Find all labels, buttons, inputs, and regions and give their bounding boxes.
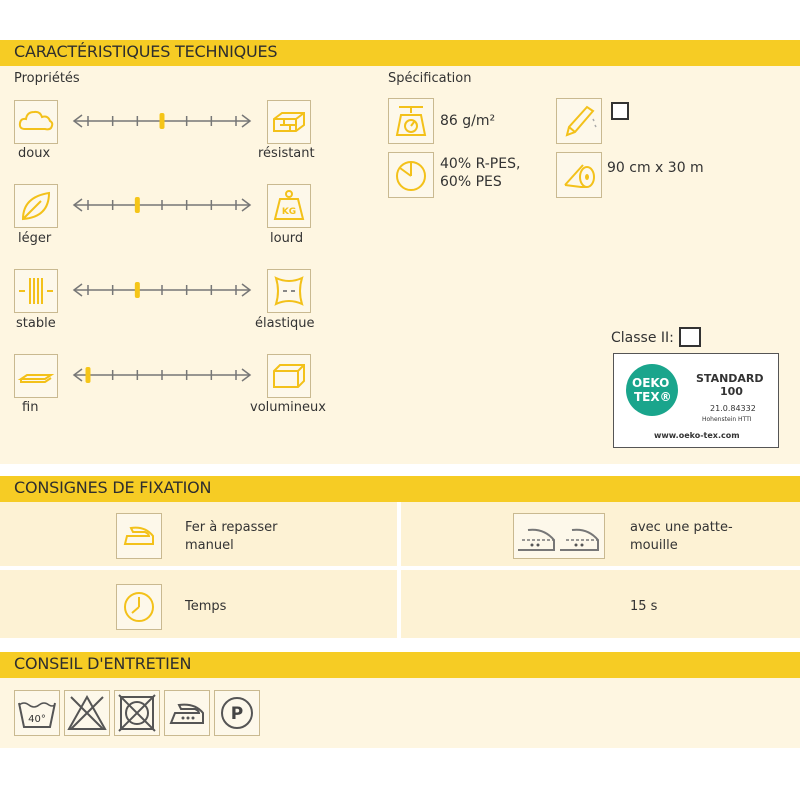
spec-size: 90 cm x 30 m xyxy=(607,160,704,176)
pen-icon xyxy=(556,98,602,144)
specification-heading: Spécification xyxy=(388,71,472,86)
scale-marker xyxy=(160,113,165,129)
hand-iron-icon xyxy=(116,513,162,559)
section-title-technical: CARACTÉRISTIQUES TECHNIQUES xyxy=(14,42,278,61)
property-right-label-2: lourd xyxy=(270,231,304,246)
scale-marker xyxy=(86,367,91,383)
property-left-label-3: stable xyxy=(16,316,56,331)
section-bar-technical xyxy=(0,40,800,66)
scale-marker xyxy=(135,282,140,298)
pen-checkbox[interactable] xyxy=(611,102,629,120)
brick-icon xyxy=(267,100,311,144)
property-right-label-4: volumineux xyxy=(250,400,326,415)
wash-40-icon xyxy=(14,690,60,736)
time-label: Temps xyxy=(185,599,227,614)
weight-kg-icon xyxy=(267,184,311,228)
iron-medium-icon xyxy=(164,690,210,736)
property-scale-1 xyxy=(66,109,258,133)
leaf-icon xyxy=(14,184,58,228)
iron-label-2: manuel xyxy=(185,538,234,553)
iron-label-1: Fer à repasser xyxy=(185,520,278,535)
properties-heading: Propriétés xyxy=(14,71,80,86)
no-tumble-dry-icon xyxy=(114,690,160,736)
scale-marker xyxy=(135,197,140,213)
scale-icon xyxy=(388,98,434,144)
classe-checkbox[interactable] xyxy=(679,327,701,347)
section-bar-fixation xyxy=(0,476,800,502)
section-title-care: CONSEIL D'ENTRETIEN xyxy=(14,654,192,673)
pressing-cloth-icon xyxy=(513,513,605,559)
property-left-label-2: léger xyxy=(18,231,52,246)
svg-text:KG: KG xyxy=(281,207,297,217)
time-value: 15 s xyxy=(630,599,658,614)
pie-icon xyxy=(388,152,434,198)
spec-composition-line2: 60% PES xyxy=(440,174,502,190)
spec-composition-line1: 40% R-PES, xyxy=(440,156,521,172)
svg-text:P: P xyxy=(230,704,244,724)
oeko-url: www.oeko-tex.com xyxy=(654,431,740,440)
fixation-cell-time-value xyxy=(401,570,800,638)
property-left-label-4: fin xyxy=(22,400,39,415)
cloth-label-1: avec une patte- xyxy=(630,520,733,535)
clock-icon xyxy=(116,584,162,630)
thin-fabric-icon xyxy=(14,354,58,398)
oeko-brand-line2: TEX® xyxy=(634,390,672,404)
oeko-code: 21.0.84332 xyxy=(710,404,756,413)
cloth-label-2: mouille xyxy=(630,538,678,553)
property-right-label-1: résistant xyxy=(258,146,315,161)
stretch-icon xyxy=(267,269,311,313)
dryclean-p-icon xyxy=(214,690,260,736)
property-scale-3 xyxy=(66,278,258,302)
section-title-fixation: CONSIGNES DE FIXATION xyxy=(14,478,212,497)
thick-fabric-icon xyxy=(267,354,311,398)
oeko-standard: STANDARD xyxy=(696,372,764,385)
wash-temp-text: 40° xyxy=(28,714,46,725)
classe-label: Classe II: xyxy=(611,330,674,346)
oeko-brand-line1: OEKO xyxy=(632,376,670,390)
oeko-tex-label xyxy=(613,353,779,448)
section-bar-care xyxy=(0,652,800,678)
oeko-institute: Hohenstein HTTI xyxy=(702,416,752,423)
no-bleach-icon xyxy=(64,690,110,736)
stable-threads-icon xyxy=(14,269,58,313)
cloud-icon xyxy=(14,100,58,144)
property-left-label-1: doux xyxy=(18,146,51,161)
oeko-number: 100 xyxy=(720,385,743,398)
roll-icon xyxy=(556,152,602,198)
property-scale-4 xyxy=(66,363,258,387)
spec-weight: 86 g/m² xyxy=(440,113,496,129)
property-scale-2 xyxy=(66,193,258,217)
property-right-label-3: élastique xyxy=(255,316,315,331)
